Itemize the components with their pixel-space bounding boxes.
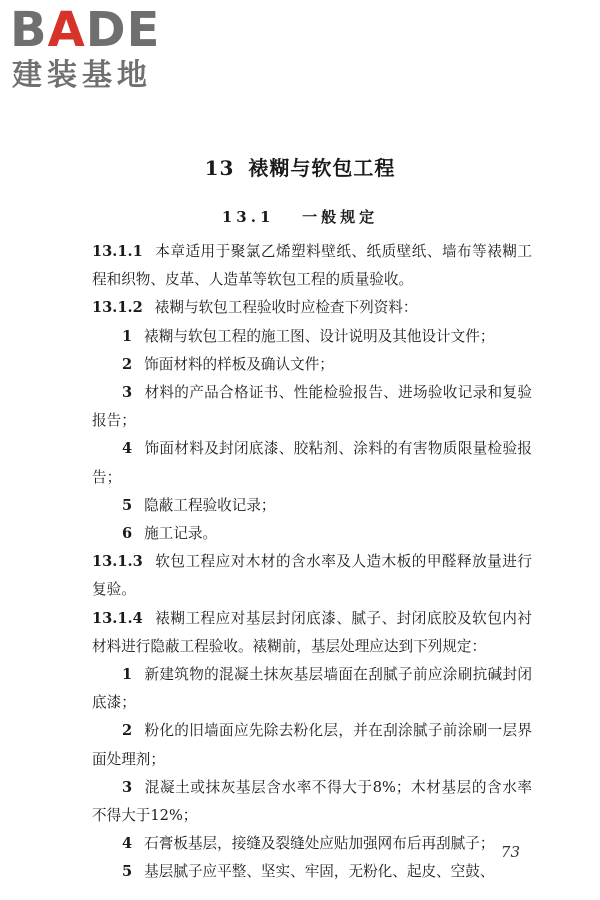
item-number: 4 (122, 440, 133, 458)
item-text: 基层腻子应平整、坚实、牢固，无粉化、起皮、空鼓、 (144, 863, 495, 881)
item-number: 5 (122, 496, 133, 514)
section-number: 13.1 (221, 208, 275, 226)
clause-item (92, 830, 532, 858)
logo-wordmark: BADE (10, 2, 161, 58)
clause-number: 13.1.1 (92, 243, 143, 260)
clause-number: 13.1.2 (92, 299, 143, 317)
clause-item (92, 858, 532, 886)
clause-number: 13.1.4 (92, 609, 143, 627)
clause-item (92, 661, 532, 717)
section-title (0, 206, 600, 227)
clause (92, 294, 532, 322)
clause-item (92, 351, 532, 379)
item-number: 2 (122, 722, 133, 740)
chapter-title (0, 152, 600, 181)
clause-item (92, 323, 532, 351)
chapter-number: 13 (204, 156, 235, 180)
clause-item (92, 492, 532, 520)
page-number: 73 (500, 843, 520, 861)
clause-item (92, 520, 532, 548)
clause (92, 548, 532, 604)
section-title-text: 一般规定 (302, 208, 379, 226)
clause-item (92, 774, 532, 830)
item-text: 饰面材料的样板及确认文件； (144, 355, 334, 373)
item-number: 5 (122, 863, 133, 881)
logo-chinese-name: 建装基地 (12, 58, 152, 93)
clause (92, 238, 532, 294)
item-number: 6 (122, 525, 133, 543)
item-text: 材料的产品合格证书、性能检验报告、进场验收记录和复验报告； (92, 384, 532, 430)
item-number: 2 (122, 355, 133, 373)
chapter-title-text: 裱糊与软包工程 (248, 156, 396, 180)
item-text: 施工记录。 (144, 525, 218, 543)
logo (10, 2, 180, 98)
clause-item (92, 435, 532, 491)
item-text: 粉化的旧墙面应先除去粉化层，并在刮涂腻子前涂刷一层界面处理剂； (92, 722, 532, 768)
clause (92, 605, 532, 661)
item-number: 1 (122, 327, 133, 345)
clause-text: 软包工程应对木材的含水率及人造木板的甲醛释放量进行复验。 (92, 553, 532, 599)
item-text: 新建筑物的混凝土抹灰基层墙面在刮腻子前应涂刷抗碱封闭底漆； (92, 666, 532, 712)
item-text: 饰面材料及封闭底漆、胶粘剂、涂料的有害物质限量检验报告； (92, 440, 532, 486)
clause-text: 本章适用于聚氯乙烯塑料壁纸、纸质壁纸、墙布等裱糊工程和织物、皮革、人造革等软包工程的质量验收。 (92, 243, 532, 289)
item-number: 3 (122, 384, 133, 402)
logo-accent-letter: A (47, 2, 86, 58)
clause-list (92, 238, 532, 887)
item-number: 1 (122, 666, 133, 684)
item-number: 4 (122, 835, 133, 853)
clause-item (92, 379, 532, 435)
item-text: 隐蔽工程验收记录； (144, 496, 276, 514)
clause-item (92, 717, 532, 773)
item-text: 裱糊与软包工程的施工图、设计说明及其他设计文件； (144, 327, 495, 345)
clause-text: 裱糊工程应对基层封闭底漆、腻子、封闭底胶及软包内衬材料进行隐蔽工程验收。裱糊前，基层处理应达到下列规定： (92, 609, 532, 655)
clause-text: 裱糊与软包工程验收时应检查下列资料： (154, 299, 418, 317)
item-number: 3 (122, 778, 133, 796)
item-text: 混凝土或抹灰基层含水率不得大于8%；木材基层的含水率不得大于12%； (92, 778, 532, 825)
clause-number: 13.1.3 (92, 553, 143, 571)
item-text: 石膏板基层，接缝及裂缝处应贴加强网布后再刮腻子； (144, 835, 495, 853)
